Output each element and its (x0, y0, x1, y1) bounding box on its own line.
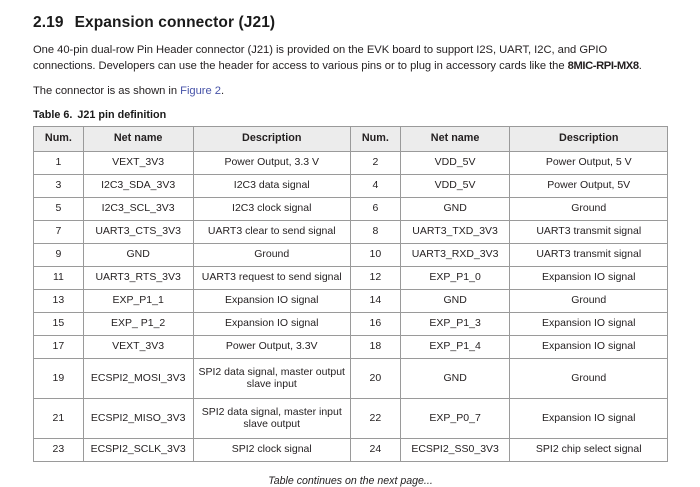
column-header-netname-left: Net name (83, 126, 193, 151)
table-cell: Ground (510, 289, 668, 312)
table-cell: Ground (510, 358, 668, 398)
table-cell: Ground (193, 243, 350, 266)
section-heading (33, 14, 668, 32)
table-cell: SPI2 data signal, master output slave input (193, 358, 350, 398)
table-cell: UART3_CTS_3V3 (83, 220, 193, 243)
table-cell: EXP_P1_0 (400, 266, 510, 289)
table-cell: 2 (350, 151, 400, 174)
table-row (34, 289, 668, 312)
column-header-netname-right: Net name (400, 126, 510, 151)
table-cell: GND (400, 197, 510, 220)
table-caption (33, 109, 668, 121)
table-continues-note: Table continues on the next page... (268, 474, 433, 487)
table-cell: ECSPI2_MOSI_3V3 (83, 358, 193, 398)
table-header (34, 126, 668, 151)
table-cell: VDD_5V (400, 174, 510, 197)
table-cell: EXP_P1_3 (400, 312, 510, 335)
table-cell: 17 (34, 335, 84, 358)
table-cell: UART3 transmit signal (510, 220, 668, 243)
table-cell: UART3 transmit signal (510, 243, 668, 266)
table-cell: EXP_P0_7 (400, 398, 510, 438)
table-cell: GND (400, 358, 510, 398)
table-row (34, 358, 668, 398)
table-cell: 15 (34, 312, 84, 335)
table-cell: ECSPI2_SCLK_3V3 (83, 438, 193, 461)
j21-pin-definition-table (33, 126, 668, 462)
table-cell: 3 (34, 174, 84, 197)
table-cell: UART3_RTS_3V3 (83, 266, 193, 289)
table-cell: Expansion IO signal (193, 312, 350, 335)
table-cell: ECSPI2_SS0_3V3 (400, 438, 510, 461)
table-cell: VEXT_3V3 (83, 335, 193, 358)
column-header-num-right: Num. (350, 126, 400, 151)
table-row (34, 197, 668, 220)
table-header-row (34, 126, 668, 151)
table-cell: GND (83, 243, 193, 266)
table-row (34, 220, 668, 243)
section-number: 2.19 (33, 14, 64, 31)
table-cell: UART3_RXD_3V3 (400, 243, 510, 266)
table-cell: I2C3 data signal (193, 174, 350, 197)
table-cell: 4 (350, 174, 400, 197)
table-cell: 16 (350, 312, 400, 335)
table-cell: 1 (34, 151, 84, 174)
table-cell: Expansion IO signal (510, 335, 668, 358)
table-row (34, 151, 668, 174)
table-row (34, 335, 668, 358)
table-cell: SPI2 clock signal (193, 438, 350, 461)
figure-reference-paragraph (33, 84, 668, 100)
table-cell: Expansion IO signal (510, 312, 668, 335)
table-cell: Power Output, 5V (510, 174, 668, 197)
table-cell: EXP_P1_4 (400, 335, 510, 358)
table-cell: 20 (350, 358, 400, 398)
table-cell: Expansion IO signal (510, 398, 668, 438)
column-header-num-left: Num. (34, 126, 84, 151)
column-header-description-right: Description (510, 126, 668, 151)
section-title-text: Expansion connector (J21) (74, 14, 276, 31)
table-caption-label: Table 6. (33, 108, 73, 121)
intro-paragraph (33, 43, 668, 74)
table-cell: 7 (34, 220, 84, 243)
table-row (34, 438, 668, 461)
table-cell: 12 (350, 266, 400, 289)
table-cell: UART3_TXD_3V3 (400, 220, 510, 243)
table-cell: 23 (34, 438, 84, 461)
figure-ref-text-1: The connector is as shown in (33, 85, 181, 97)
table-cell: 18 (350, 335, 400, 358)
table-cell: 22 (350, 398, 400, 438)
table-cell: VEXT_3V3 (83, 151, 193, 174)
table-cell: Power Output, 3.3 V (193, 151, 350, 174)
table-cell: 5 (34, 197, 84, 220)
table-cell: EXP_P1_1 (83, 289, 193, 312)
table-cell: I2C3_SCL_3V3 (83, 197, 193, 220)
table-row (34, 243, 668, 266)
table-body (34, 151, 668, 461)
table-cell: EXP_ P1_2 (83, 312, 193, 335)
table-cell: I2C3 clock signal (193, 197, 350, 220)
table-cell: 14 (350, 289, 400, 312)
table-cell: SPI2 data signal, master input slave output (193, 398, 350, 438)
table-cell: Power Output, 5 V (510, 151, 668, 174)
table-cell: GND (400, 289, 510, 312)
table-cell: Expansion IO signal (510, 266, 668, 289)
figure-2-link[interactable]: Figure 2 (180, 85, 221, 97)
table-cell: 8 (350, 220, 400, 243)
table-cell: 6 (350, 197, 400, 220)
column-header-description-left: Description (193, 126, 350, 151)
table-cell: 10 (350, 243, 400, 266)
table-cell: VDD_5V (400, 151, 510, 174)
table-cell: 24 (350, 438, 400, 461)
table-cell: 13 (34, 289, 84, 312)
intro-paragraph-text-1: One 40-pin dual-row Pin Header connector (J21) is provided on the EVK board to support I2S, UART, I2C, and GPIO connections. Developers can use the header for access to various pins or to plug in accessory cards like the (33, 44, 608, 72)
table-row (34, 266, 668, 289)
table-cell: 21 (34, 398, 84, 438)
table-row (34, 398, 668, 438)
table-cell: Ground (510, 197, 668, 220)
table-cell: UART3 clear to send signal (193, 220, 350, 243)
table-cell: ECSPI2_MISO_3V3 (83, 398, 193, 438)
intro-paragraph-text-2: . (638, 59, 642, 72)
product-name-bold: 8MIC-RPI-MX8 (567, 59, 639, 72)
table-cell: 9 (34, 243, 84, 266)
table-cell: Power Output, 3.3V (193, 335, 350, 358)
table-cell: UART3 request to send signal (193, 266, 350, 289)
figure-ref-text-2: . (220, 85, 225, 97)
table-row (34, 174, 668, 197)
table-row (34, 312, 668, 335)
table-cell: SPI2 chip select signal (510, 438, 668, 461)
table-cell: 11 (34, 266, 84, 289)
table-cell: Expansion IO signal (193, 289, 350, 312)
table-cell: I2C3_SDA_3V3 (83, 174, 193, 197)
table-caption-title: J21 pin definition (77, 108, 167, 121)
table-cell: 19 (34, 358, 84, 398)
